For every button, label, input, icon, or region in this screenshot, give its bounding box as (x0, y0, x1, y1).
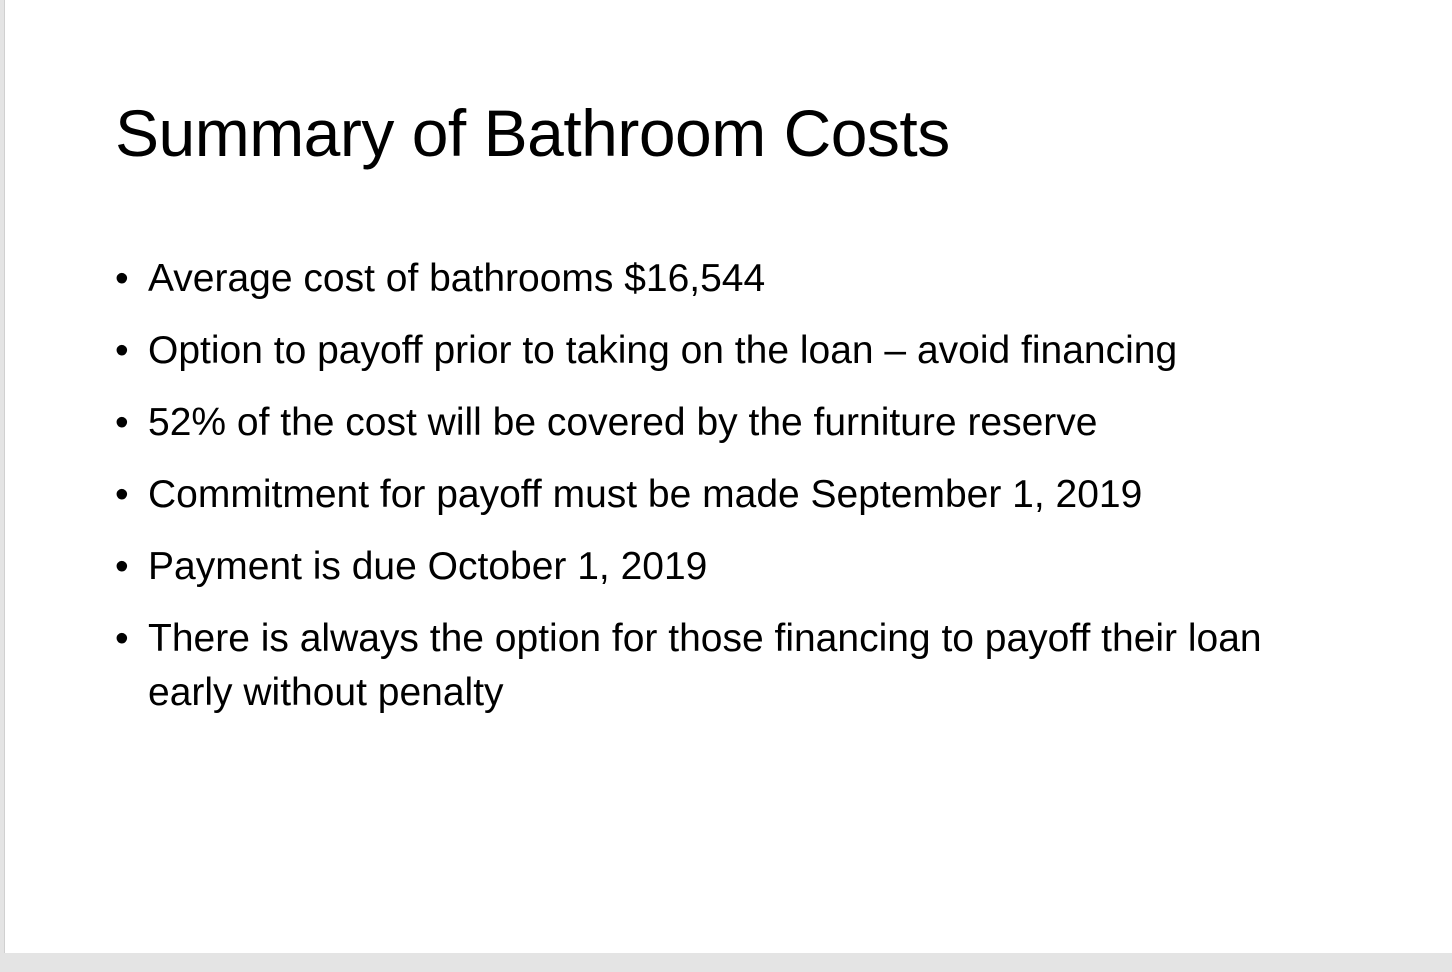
bullet-icon: • (115, 473, 129, 516)
bullet-item (115, 396, 1355, 450)
bullet-icon: • (115, 545, 129, 588)
bullet-text: 52% of the cost will be covered by the furniture reserve (148, 401, 1098, 444)
bullet-icon: • (115, 257, 129, 300)
bullet-icon: • (115, 329, 129, 372)
bullet-text: There is always the option for those financing to payoff their loan early without penalty (148, 617, 1262, 714)
bullet-list (115, 252, 1355, 738)
bullet-icon: • (115, 617, 129, 660)
bullet-item (115, 612, 1355, 720)
slide (4, 0, 1452, 953)
bullet-text: Average cost of bathrooms $16,544 (148, 257, 766, 300)
bullet-item (115, 540, 1355, 594)
bullet-icon: • (115, 401, 129, 444)
bullet-text: Option to payoff prior to taking on the loan – avoid financing (148, 329, 1178, 372)
slide-title: Summary of Bathroom Costs (115, 96, 950, 170)
bullet-item (115, 468, 1355, 522)
bullet-text: Commitment for payoff must be made September 1, 2019 (148, 473, 1143, 516)
bullet-text: Payment is due October 1, 2019 (148, 545, 708, 588)
bullet-item (115, 252, 1355, 306)
bullet-item (115, 324, 1355, 378)
